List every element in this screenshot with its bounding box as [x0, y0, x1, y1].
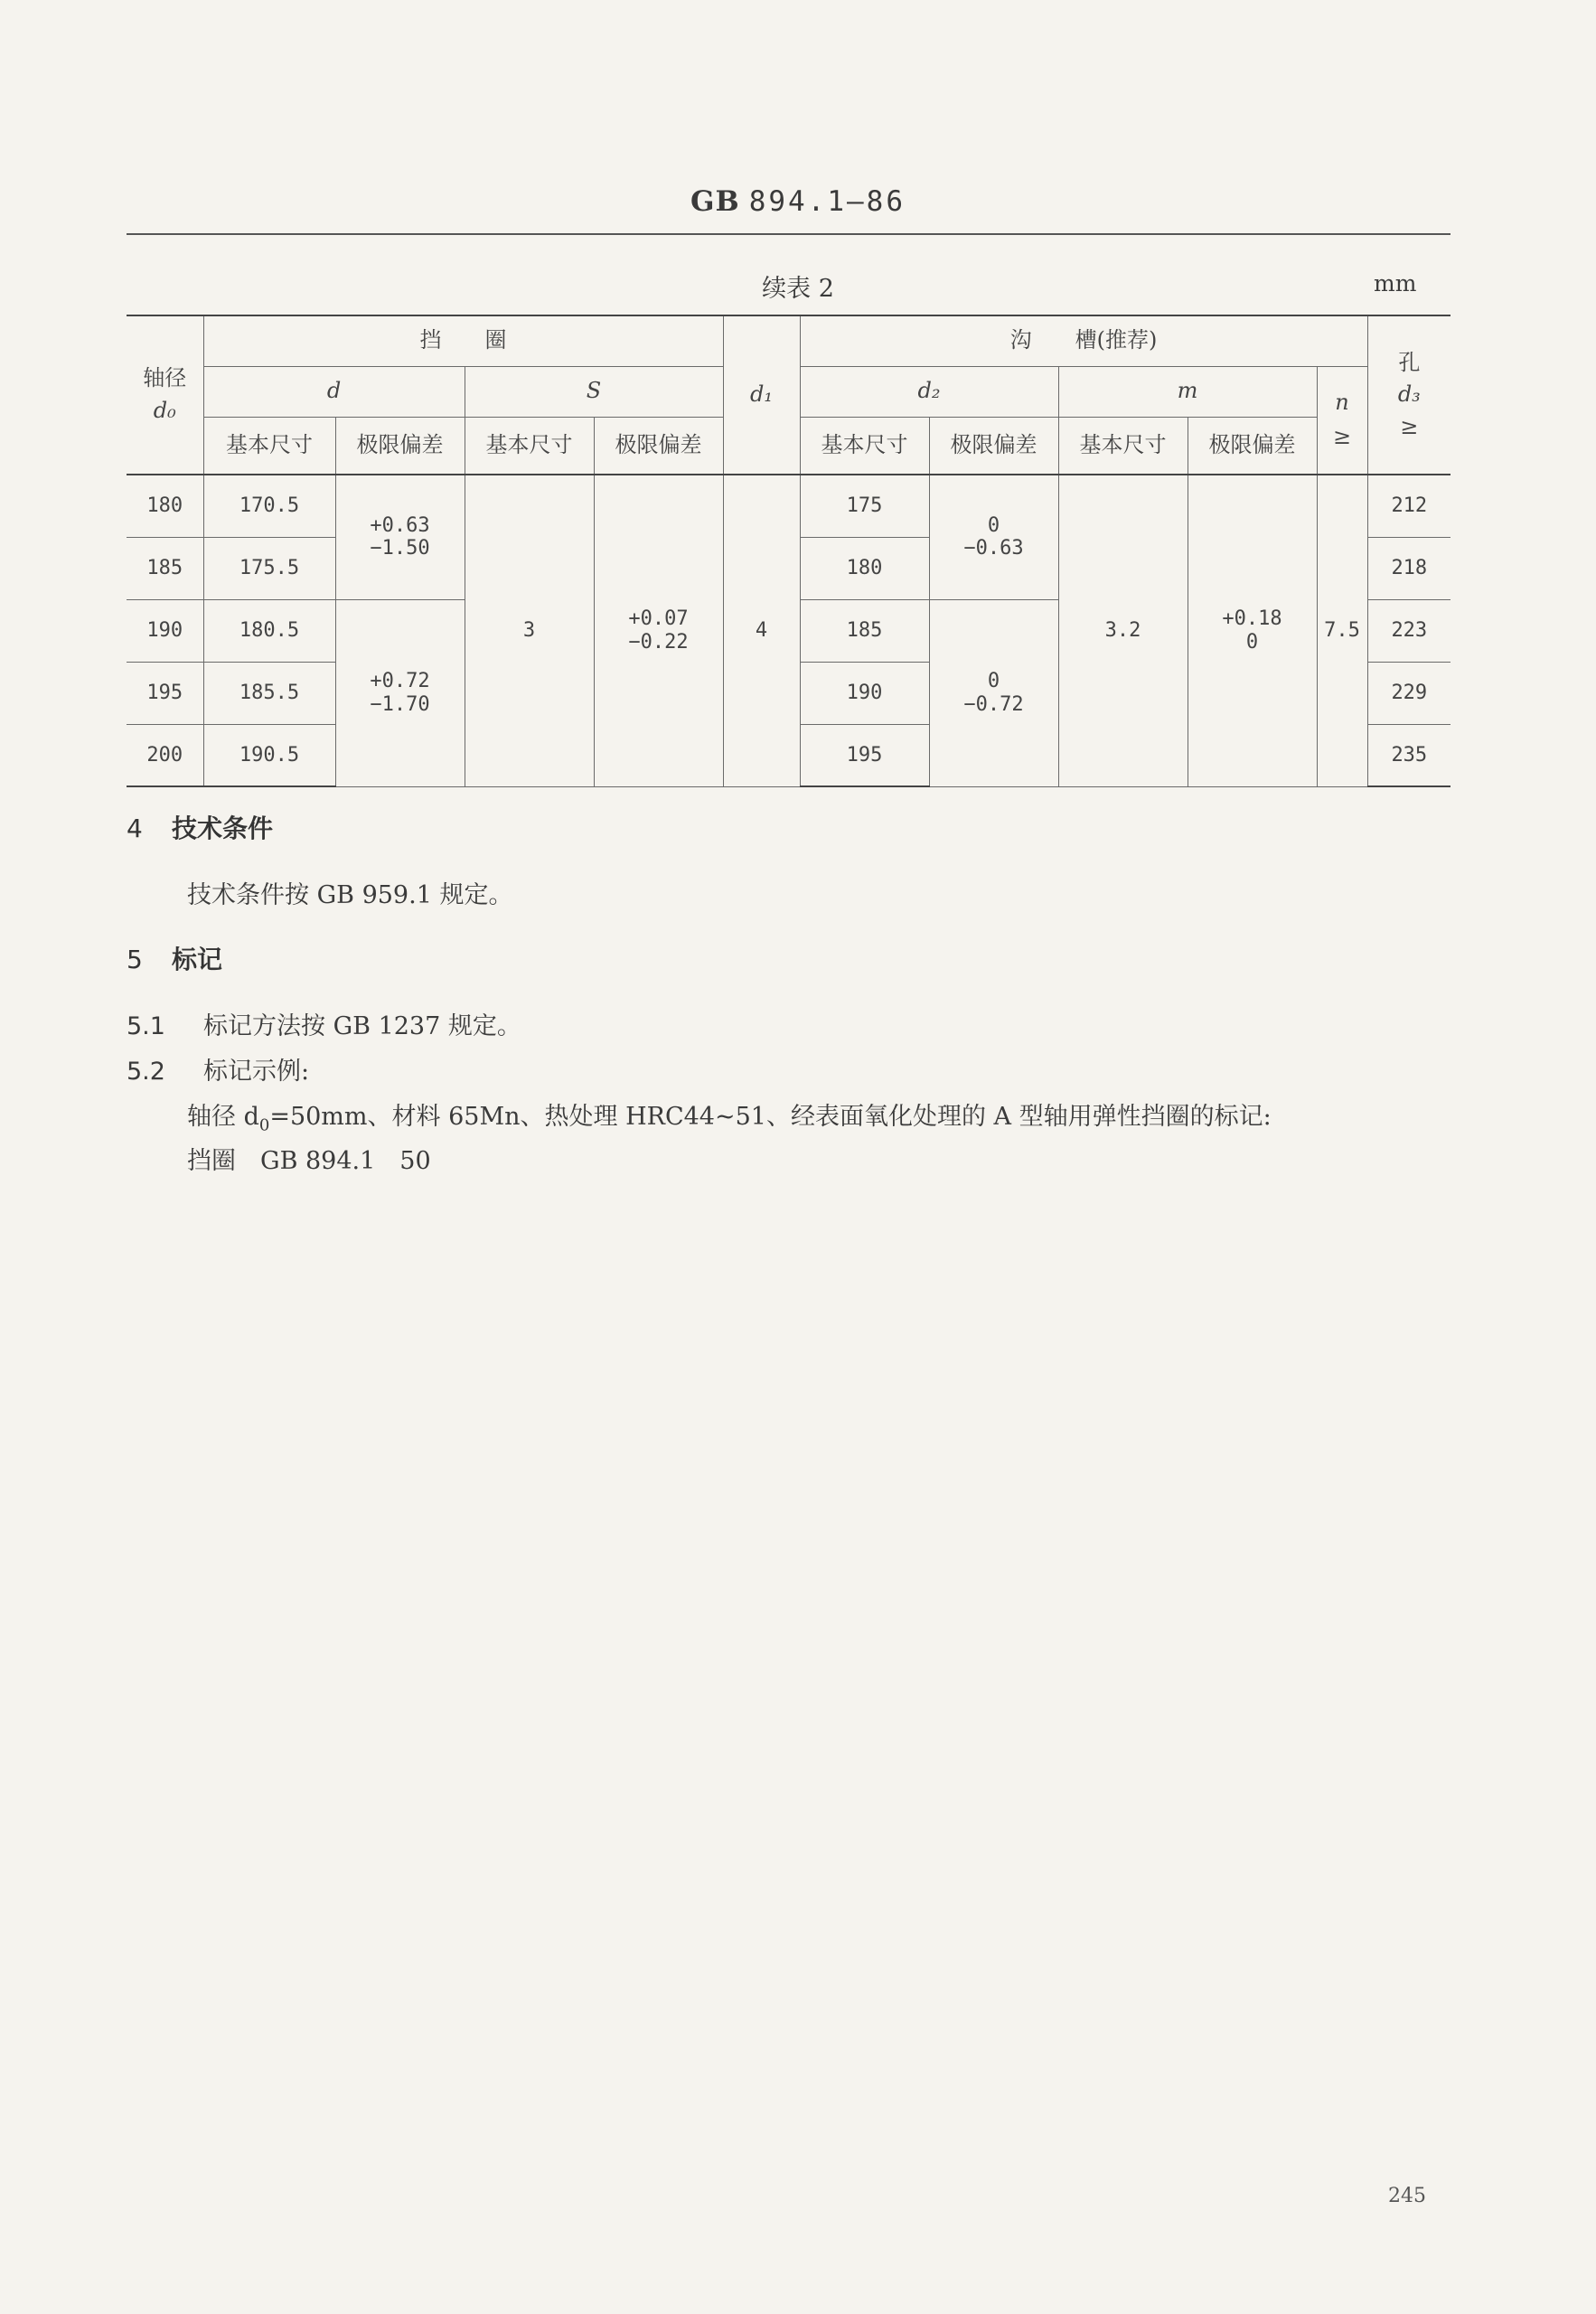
- header-d-dev: 极限偏差: [335, 417, 465, 475]
- header-d-basic: 基本尺寸: [203, 417, 335, 475]
- table-row: 190 180.5 +0.72 −1.70 185 0 −0.72 223: [127, 599, 1450, 662]
- table-row: 195 185.5 190 229: [127, 662, 1450, 724]
- table-row: 185 175.5 180 218: [127, 537, 1450, 599]
- header-d2: d₂: [800, 366, 1058, 417]
- header-n: n ≥: [1317, 366, 1367, 475]
- page-number: 245: [1388, 2185, 1426, 2207]
- header-groove: 沟 槽(推荐): [800, 315, 1367, 366]
- header-retaining-ring: 挡 圈: [203, 315, 723, 366]
- header-s: S: [465, 366, 723, 417]
- header-m-basic: 基本尺寸: [1058, 417, 1188, 475]
- d2-dev-b: 0 −0.72: [929, 599, 1058, 786]
- marking-example: 挡圈 GB 894.1 50: [187, 1147, 431, 1175]
- header-s-basic: 基本尺寸: [465, 417, 594, 475]
- s-dev: +0.07 −0.22: [594, 475, 723, 786]
- d-dev-a: +0.63 −1.50: [335, 475, 465, 599]
- section-5-heading: 5 标记: [127, 945, 223, 974]
- table-caption: 续表 2: [762, 275, 834, 303]
- table-row: 200 190.5 195 235: [127, 724, 1450, 786]
- section-4-heading: 4 技术条件: [127, 814, 274, 843]
- m-dev: +0.18 0: [1188, 475, 1317, 786]
- table-row: 180 170.5 +0.63 −1.50 3 +0.07 −0.22 4 175 0 −0.63 3.2 +0.18 0 7.5 212: [127, 475, 1450, 537]
- page-header: [0, 185, 1596, 218]
- header-d2-dev: 极限偏差: [929, 417, 1058, 475]
- d-dev-b: +0.72 −1.70: [335, 599, 465, 786]
- header-d1: d₁: [723, 315, 800, 475]
- d2-dev-a: 0 −0.63: [929, 475, 1058, 599]
- header-rule: [127, 233, 1450, 235]
- spec-table: [127, 315, 1450, 787]
- standard-code: GB: [690, 185, 740, 218]
- m-basic: 3.2: [1058, 475, 1188, 786]
- section-5-2: 5.2 标记示例:: [127, 1058, 310, 1086]
- marking-example-text: 轴径 $d_0=50mm$、材料 65Mn、热处理 HRC44~51、经表面氧化处理的 A 型轴用弹性挡圈的标记:: [187, 1103, 1272, 1135]
- header-hole: 孔 d₃ ≥: [1367, 315, 1450, 475]
- standard-number: 894.1—86: [748, 185, 906, 218]
- section-5-1: 5.1 标记方法按 GB 1237 规定。: [127, 1012, 521, 1040]
- n-value: 7.5: [1317, 475, 1367, 786]
- header-d: d: [203, 366, 465, 417]
- unit-label: mm: [1374, 270, 1417, 296]
- header-shaft-dia: 轴径 d₀: [127, 315, 203, 475]
- header-s-dev: 极限偏差: [594, 417, 723, 475]
- d1-value: 4: [723, 475, 800, 786]
- header-d2-basic: 基本尺寸: [800, 417, 929, 475]
- s-basic: 3: [465, 475, 594, 786]
- header-m: m: [1058, 366, 1317, 417]
- header-m-dev: 极限偏差: [1188, 417, 1317, 475]
- section-4-text: 技术条件按 GB 959.1 规定。: [187, 881, 513, 909]
